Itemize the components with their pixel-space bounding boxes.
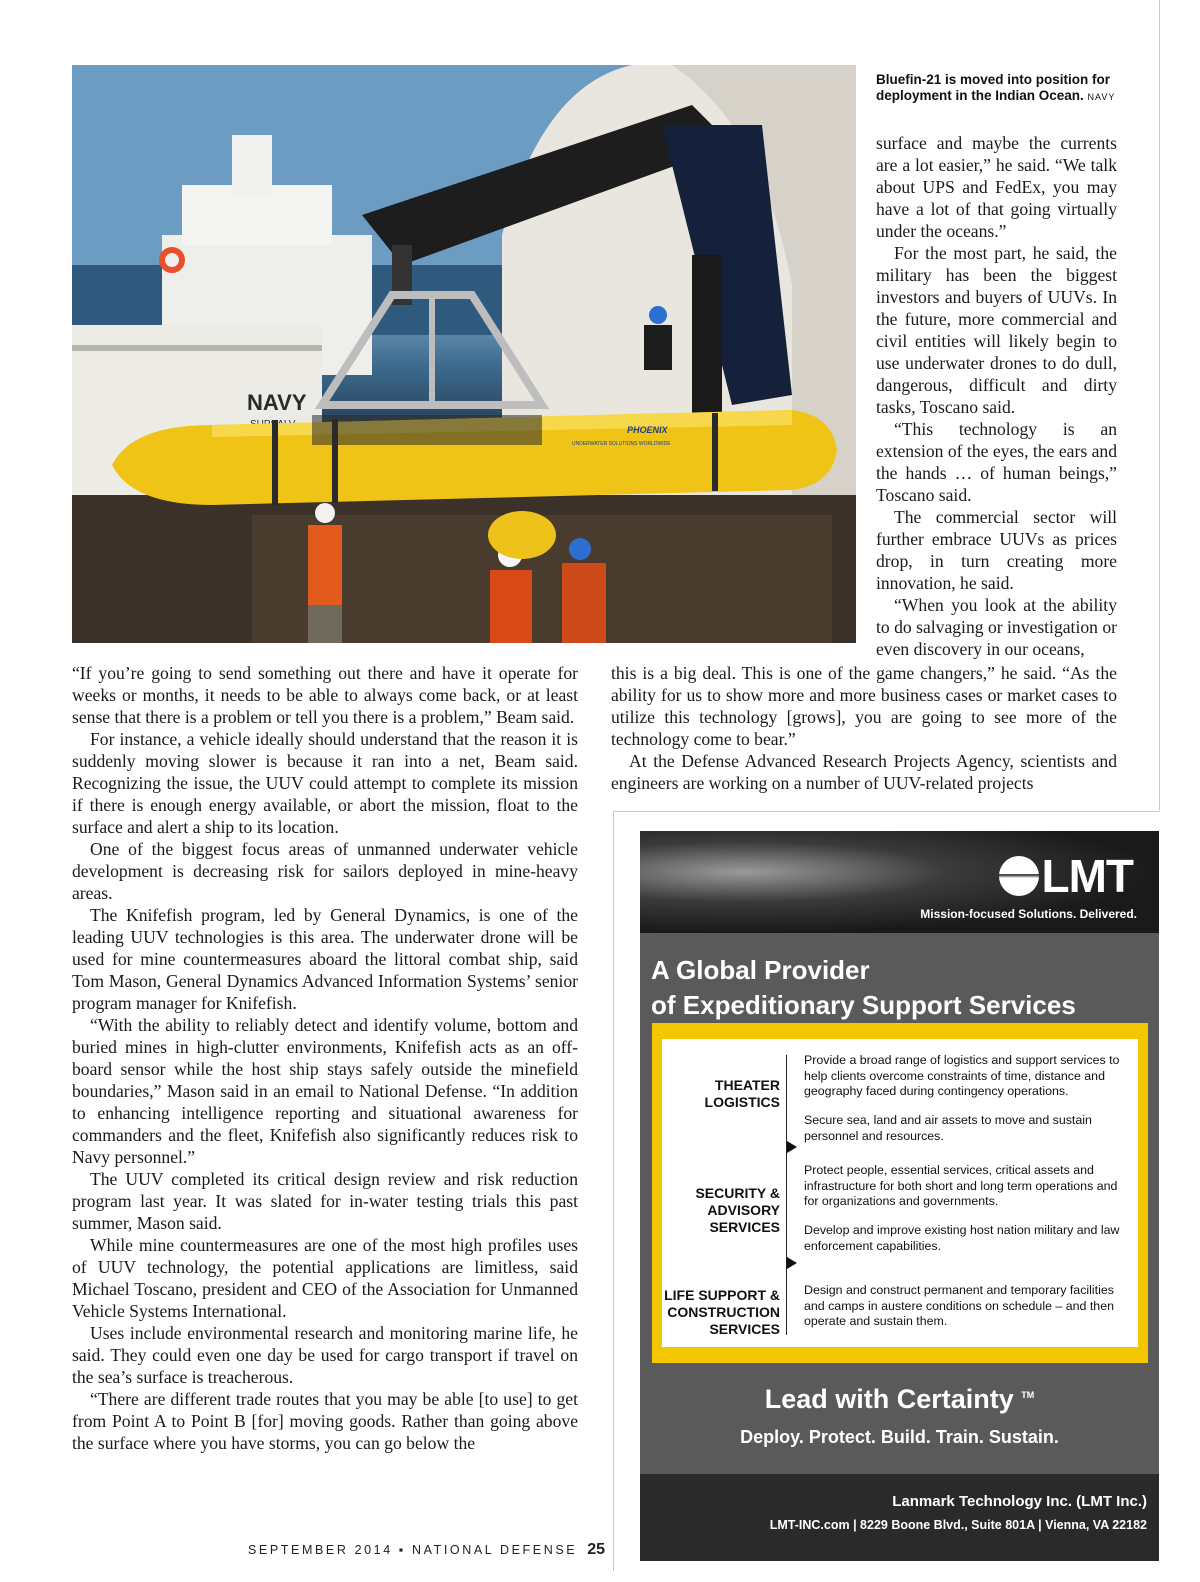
paragraph: “There are different trade routes that you may be able [to use] to get from Point A to Point B [for] moving goods. Rather than going above the surface where you have storms, you can go below the: [72, 1389, 578, 1453]
ad-company-name: Lanmark Technology Inc. (LMT Inc.): [892, 1493, 1147, 1510]
ad-headline-line-2: of Expeditionary Support Services: [651, 990, 1076, 1020]
photo-caption: [876, 72, 1126, 105]
ad-tagline: Mission-focused Solutions. Delivered.: [920, 907, 1137, 921]
service-description: Provide a broad range of logistics and support services to help clients overcome constraints of time, distance and geography faced during contingency operations.: [804, 1053, 1120, 1098]
service-description: Design and construct permanent and temporary facilities and camps in austere conditions on schedule – and then operate and sustain them.: [804, 1283, 1114, 1328]
article-column-left: [72, 662, 578, 1454]
footer-text: SEPTEMBER 2014 ▪ NATIONAL DEFENSE: [248, 1543, 578, 1557]
lmt-logo-text: LMT: [1041, 850, 1133, 902]
paragraph: The Knifefish program, led by General Dynamics, is one of the leading UUV technologies is this area. The underwater drone will be used for mine countermeasures aboard the littoral combat ship, said Tom Mason, General Dynamics Advanced Information Systems’ senior program manager for Knifefish.: [72, 905, 578, 1013]
paragraph: For instance, a vehicle ideally should understand that the reason it is suddenly moving slower is because it ran into a net, Beam said. Recognizing the issue, the UUV could attempt to complete its mission if there is enough energy available, or abort the mission, float to the surface and alert a ship to its location.: [72, 729, 578, 837]
caption-text: Bluefin-21 is moved into position for deployment in the Indian Ocean.: [876, 72, 1111, 103]
ad-services-divider: [786, 1055, 787, 1335]
ad-services-box: [652, 1023, 1148, 1363]
service-label-theater-logistics: THEATER LOGISTICS: [704, 1077, 780, 1110]
bluefin-photo-illustration: [72, 65, 856, 643]
paragraph: “This technology is an extension of the eyes, the ears and the hands … of human beings,” Toscano said.: [876, 419, 1117, 505]
container-label: NAVY: [247, 390, 307, 415]
caption-credit: NAVY: [1087, 92, 1116, 102]
paragraph: For the most part, he said, the military has been the biggest investors and buyers of UUVs. In the future, more commercial and civil entities will likely begin to use underwater drones to do dull, dangerous, difficult and dirty tasks, Toscano said.: [876, 243, 1117, 417]
paragraph: One of the biggest focus areas of unmanned underwater vehicle development is decreasing risk for sailors deployed in mine-heavy areas.: [72, 839, 578, 903]
paragraph: While mine countermeasures are one of the most high profiles uses of UUV technology, the potential applications are limitless, said Michael Toscano, president and CEO of the Association for Unmanned Vehicle Systems International.: [72, 1235, 578, 1321]
ad-slogan: [640, 1384, 1159, 1415]
paragraph: The commercial sector will further embrace UUVs as prices drop, in turn creating more innovation, he said.: [876, 507, 1117, 593]
arrow-right-icon: [787, 1257, 797, 1269]
service-label-security-advisory: SECURITY & ADVISORY SERVICES: [695, 1185, 780, 1235]
ad-contact-link[interactable]: LMT-INC.com | 8229 Boone Blvd., Suite 801A | Vienna, VA 22182: [769, 1518, 1147, 1532]
vehicle-sub-text: UNDERWATER SOLUTIONS WORLDWIDE: [572, 441, 671, 447]
page-footer: [248, 1541, 605, 1559]
article-photo: [72, 65, 856, 643]
lmt-logo: [999, 849, 1133, 903]
paragraph: The UUV completed its critical design review and risk reduction program last year. It was slated for in-water testing trials this past summer, Mason said.: [72, 1169, 578, 1233]
service-description: Secure sea, land and air assets to move and sustain personnel and resources.: [804, 1113, 1092, 1143]
ad-frame-left-rule: [613, 811, 614, 1571]
paragraph: At the Defense Advanced Research Projects Agency, scientists and engineers are working on a number of UUV-related projects: [611, 751, 1117, 793]
paragraph: “If you’re going to send something out there and have it operate for weeks or months, it needs to be able to always come back, or at least sense that there is a problem or tell you there is a problem,” Beam said.: [72, 663, 578, 727]
service-description: Protect people, essential services, critical assets and infrastructure for both short and long term operations and for organizations and governments.: [804, 1163, 1118, 1208]
ad-services-panel: [662, 1039, 1138, 1347]
ad-slogan-text: Lead with Certainty: [764, 1384, 1014, 1414]
service-description: Develop and improve existing host nation military and law enforcement capabilities.: [804, 1223, 1120, 1253]
page-number: 25: [587, 1541, 606, 1558]
paragraph: “With the ability to reliably detect and identify volume, bottom and buried mines in high-clutter environments, Knifefish acts as an off-board sensor while the host ship stays safely outside the minefield boundaries,” Mason said in an email to National Defense. “In addition to enhancing intelligence reporting and situational awareness for commanders and the fleet, Knifefish also significantly reduces risk to Navy personnel.”: [72, 1015, 578, 1167]
article-column-right-wide: [611, 662, 1117, 794]
ad-headline-line-1: A Global Provider: [651, 955, 870, 985]
paragraph: surface and maybe the currents are a lot easier,” he said. “We talk about UPS and FedEx, you may have a lot of that going virtually under the oceans.”: [876, 133, 1117, 241]
service-label-life-support-construction: LIFE SUPPORT & CONSTRUCTION SERVICES: [664, 1287, 780, 1337]
ad-frame-top-rule: [613, 811, 1160, 812]
paragraph: this is a big deal. This is one of the game changers,” he said. “As the ability for us to show more and more business cases or market cases to utilize this technology [grows], you are going to see more of the technology come to bear.”: [611, 663, 1117, 749]
lmt-logo-icon: [999, 856, 1039, 896]
column-rule-vertical: [1159, 0, 1160, 810]
paragraph: Uses include environmental research and monitoring marine life, he said. They could even one day be used for cargo transport if travel on the sea’s surface is treacherous.: [72, 1323, 578, 1387]
arrow-right-icon: [787, 1141, 797, 1153]
article-column-right-top: [876, 132, 1117, 660]
lmt-advertisement[interactable]: [640, 831, 1159, 1561]
ad-subslogan: Deploy. Protect. Build. Train. Sustain.: [740, 1427, 1059, 1447]
ad-headline: [651, 953, 1076, 1023]
trademark-mark: TM: [1021, 1390, 1035, 1400]
vehicle-logo-text: PHOENIX: [627, 425, 668, 435]
paragraph: “When you look at the ability to do salvaging or investigation or even discovery in our oceans,: [876, 595, 1117, 659]
